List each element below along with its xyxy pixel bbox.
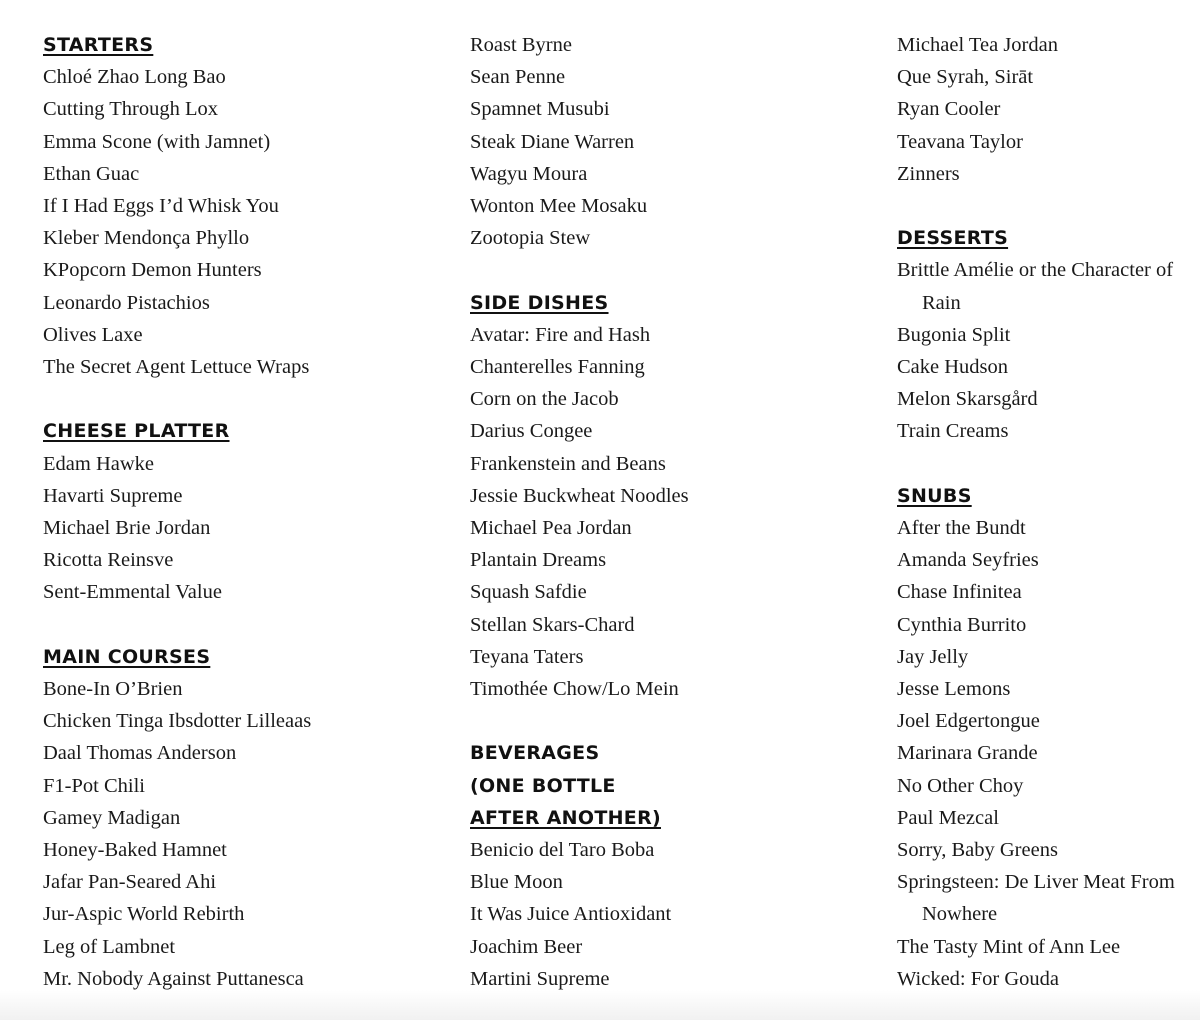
- menu-item: Marinara Grande: [897, 742, 1038, 765]
- menu-item: Plantain Dreams: [470, 549, 607, 572]
- menu-item: Wicked: For Gouda: [897, 967, 1059, 990]
- menu-section-snubs: [897, 480, 1187, 995]
- menu-item: Michael Pea Jordan: [470, 517, 632, 540]
- menu-item: F1-Pot Chili: [43, 774, 145, 797]
- section-heading-line: [43, 29, 443, 61]
- section-heading-text: SIDE DISHES: [470, 291, 609, 314]
- section-heading-text: STARTERS: [43, 34, 154, 56]
- menu-section-continued: [470, 29, 870, 254]
- menu-item-list: [43, 61, 443, 383]
- menu-item-list: [470, 319, 870, 705]
- menu-section-side-dishes: [470, 287, 870, 706]
- menu-item: Havarti Supreme: [43, 484, 183, 507]
- section-heading: [43, 415, 443, 447]
- section-heading-line: [470, 802, 870, 834]
- menu-item-list: [470, 834, 870, 995]
- menu-item: After the Bundt: [897, 517, 1026, 540]
- section-heading-line: (ONE BOTTLE: [470, 774, 616, 797]
- menu-item: Kleber Mendonça Phyllo: [43, 227, 250, 250]
- menu-item: Sent-Emmental Value: [43, 581, 222, 604]
- menu-item: Joachim Beer: [470, 935, 583, 958]
- menu-item: Wagyu Moura: [470, 162, 588, 185]
- menu-item: Teavana Taylor: [897, 130, 1023, 153]
- section-heading: [43, 641, 443, 673]
- menu-column-1: [43, 29, 443, 1027]
- menu-item: Mr. Nobody Against Puttanesca: [43, 967, 304, 990]
- menu-item: Ryan Cooler: [897, 98, 1001, 121]
- menu-item: Train Creams: [897, 420, 1009, 443]
- menu-item: Avatar: Fire and Hash: [470, 323, 651, 346]
- menu-item: Gamey Madigan: [43, 806, 181, 829]
- menu-item: KPopcorn Demon Hunters: [43, 259, 262, 282]
- menu-item: Brittle Amélie or the Character of Rain: [897, 259, 1174, 314]
- menu-item-list: [897, 512, 1187, 995]
- section-heading-text: AFTER ANOTHER): [470, 806, 661, 829]
- menu-item: Teyana Taters: [470, 645, 584, 668]
- menu-item: No Other Choy: [897, 774, 1024, 797]
- section-heading-line: [470, 287, 870, 319]
- menu-item: Frankenstein and Beans: [470, 452, 666, 475]
- menu-item-list: [897, 254, 1187, 447]
- menu-item-list: [470, 29, 870, 254]
- menu-item: Squash Safdie: [470, 581, 587, 604]
- menu-item: Michael Tea Jordan: [897, 34, 1058, 56]
- menu-item: Bugonia Split: [897, 323, 1011, 346]
- section-heading-text: MAIN COURSES: [43, 645, 211, 668]
- menu-item: Michael Brie Jordan: [43, 517, 211, 540]
- section-heading-text: CHEESE PLATTER: [43, 420, 230, 443]
- menu-item: Leonardo Pistachios: [43, 291, 210, 314]
- menu-item: Zootopia Stew: [470, 227, 591, 250]
- menu-item: Que Syrah, Sirāt: [897, 66, 1034, 89]
- menu-item: If I Had Eggs I’d Whisk You: [43, 195, 279, 218]
- menu-item: Sean Penne: [470, 66, 566, 89]
- menu-item: Jafar Pan-Seared Ahi: [43, 871, 217, 894]
- menu-item: Cynthia Burrito: [897, 613, 1027, 636]
- menu-item: Chicken Tinga Ibsdotter Lilleaas: [43, 710, 312, 733]
- menu-item: Darius Congee: [470, 420, 593, 443]
- section-heading-line: [897, 480, 1187, 512]
- menu-item: Cutting Through Lox: [43, 98, 219, 121]
- section-heading: [470, 737, 870, 834]
- menu-item-list: [43, 448, 443, 609]
- menu-item: Cake Hudson: [897, 356, 1009, 379]
- menu-item: Benicio del Taro Boba: [470, 839, 655, 862]
- menu-item: Jessie Buckwheat Noodles: [470, 484, 689, 507]
- menu-item: Olives Laxe: [43, 323, 143, 346]
- menu-item: Daal Thomas Anderson: [43, 742, 237, 765]
- menu-item: Wonton Mee Mosaku: [470, 195, 648, 218]
- menu-item: Melon Skarsgård: [897, 388, 1038, 411]
- menu-section-cheese-platter: [43, 415, 443, 608]
- menu-item: Springsteen: De Liver Meat From Nowhere: [897, 871, 1175, 926]
- section-heading: [897, 222, 1187, 254]
- menu-item-list: [43, 673, 443, 995]
- menu-item: Zinners: [897, 162, 960, 185]
- menu-section-starters: [43, 29, 443, 383]
- menu-item: Honey-Baked Hamnet: [43, 839, 227, 862]
- menu-item: It Was Juice Antioxidant: [470, 903, 672, 926]
- menu-item: Steak Diane Warren: [470, 130, 635, 153]
- menu-column-3: [897, 29, 1187, 1027]
- menu-item: Edam Hawke: [43, 452, 154, 475]
- menu-item: Paul Mezcal: [897, 806, 999, 829]
- menu-item: Emma Scone (with Jamnet): [43, 130, 271, 153]
- menu-column-2: [470, 29, 870, 1027]
- menu-item: Ricotta Reinsve: [43, 549, 174, 572]
- menu-item: Amanda Seyfries: [897, 549, 1039, 572]
- menu-item: Leg of Lambnet: [43, 935, 176, 958]
- menu-item: Corn on the Jacob: [470, 388, 619, 411]
- menu-item: Jesse Lemons: [897, 678, 1011, 701]
- menu-item: Blue Moon: [470, 871, 563, 894]
- section-heading-text: SNUBS: [897, 484, 972, 507]
- menu-section-beverages: [470, 737, 870, 995]
- menu-item: The Secret Agent Lettuce Wraps: [43, 356, 310, 379]
- section-heading: [897, 480, 1187, 512]
- menu-item: Stellan Skars-Chard: [470, 613, 635, 636]
- menu-section-continued: [897, 29, 1187, 190]
- menu-item: Chanterelles Fanning: [470, 356, 645, 379]
- section-heading-text: DESSERTS: [897, 227, 1009, 250]
- menu-item-list: [897, 29, 1187, 190]
- menu-item: The Tasty Mint of Ann Lee: [897, 935, 1121, 958]
- menu-item: Jur-Aspic World Rebirth: [43, 903, 245, 926]
- menu-item: Sorry, Baby Greens: [897, 839, 1058, 862]
- section-heading: [470, 287, 870, 319]
- menu-section-desserts: [897, 222, 1187, 447]
- menu-item: Chloé Zhao Long Bao: [43, 66, 226, 89]
- menu-section-main-courses: [43, 641, 443, 995]
- section-heading-line: [43, 641, 443, 673]
- menu-item: Jay Jelly: [897, 645, 969, 668]
- menu-item: Timothée Chow/Lo Mein: [470, 678, 679, 701]
- menu-item: Roast Byrne: [470, 34, 572, 56]
- section-heading-line: BEVERAGES: [470, 742, 600, 765]
- menu-item: Chase Infinitea: [897, 581, 1022, 604]
- menu-item: Martini Supreme: [470, 967, 610, 990]
- menu-item: Spamnet Musubi: [470, 98, 610, 121]
- menu-item: Bone-In O’Brien: [43, 678, 183, 701]
- section-heading-line: [897, 222, 1187, 254]
- menu-item: Ethan Guac: [43, 162, 140, 185]
- menu-item: Joel Edgertongue: [897, 710, 1040, 733]
- section-heading: [43, 29, 443, 61]
- section-heading-line: [43, 415, 443, 447]
